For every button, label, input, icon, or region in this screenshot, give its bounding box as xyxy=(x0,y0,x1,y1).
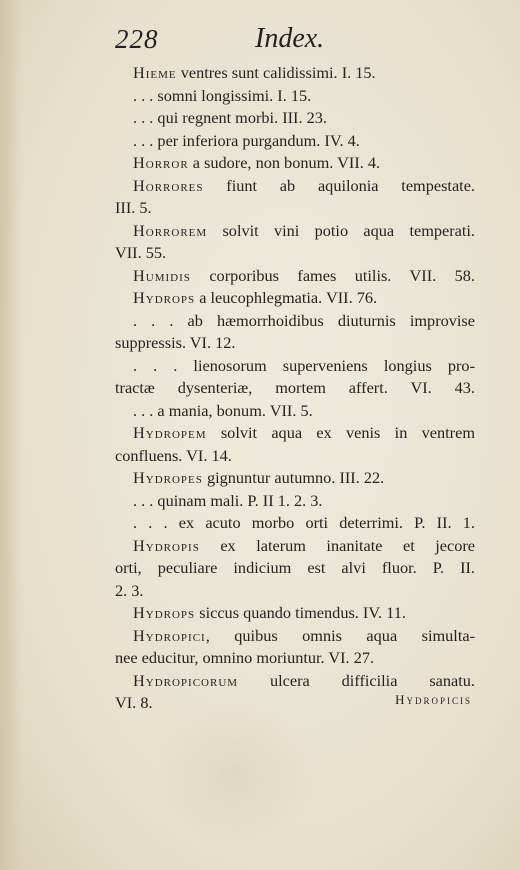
index-line xyxy=(115,107,475,130)
index-line xyxy=(115,377,475,400)
index-line-text: ex laterum inanitate et jecore xyxy=(199,535,475,555)
index-line-text: fiunt ab aquilonia tempestate. xyxy=(203,175,475,195)
index-line-text: III. 5. xyxy=(115,198,152,217)
index-line xyxy=(115,242,475,265)
index-line xyxy=(115,332,475,355)
index-headword: Hydropes xyxy=(133,468,203,487)
index-line xyxy=(115,220,475,243)
index-line xyxy=(115,467,475,490)
index-line-text: a leucophlegmatia. VII. 76. xyxy=(195,288,378,307)
index-line xyxy=(115,647,475,670)
index-line-text: gignuntur autumno. III. 22. xyxy=(202,468,385,487)
index-line xyxy=(115,265,475,288)
index-line-text: nee educitur, omnino moriuntur. VI. 27. xyxy=(115,648,375,667)
index-line-text: ventres sunt calidissimi. I. 15. xyxy=(176,63,376,82)
index-headword: Hieme xyxy=(133,63,177,82)
index-line-text: tractæ dysenteriæ, mortem affert. VI. 43. xyxy=(115,378,475,397)
index-headword: Hydrops xyxy=(133,603,196,622)
index-line-text: . . . ab hæmorrhoidibus diuturnis improvise xyxy=(133,310,475,330)
catchword: Hydropicis xyxy=(395,692,472,707)
index-line xyxy=(115,557,475,580)
index-line-text: . . . quinam mali. P. II 1. 2. 3. xyxy=(133,490,323,510)
index-line-text: . . . lienosorum superveniens longius pro- xyxy=(133,355,475,375)
index-line xyxy=(115,85,475,108)
index-line xyxy=(115,670,475,693)
index-line xyxy=(115,445,475,468)
index-headword: Hydrops xyxy=(133,288,196,307)
index-line xyxy=(115,580,475,603)
index-line-text: , quibus omnis aqua simulta- xyxy=(205,625,475,645)
index-headword: Hydropis xyxy=(133,535,200,555)
index-line xyxy=(115,287,475,310)
index-line xyxy=(115,602,475,625)
index-line-text: . . . qui regnent morbi. III. 23. xyxy=(133,108,327,127)
index-headword: Humidis xyxy=(133,265,191,285)
index-line xyxy=(115,310,475,333)
index-headword: Horror xyxy=(133,153,189,172)
index-line xyxy=(115,625,475,648)
index-line-text: confluens. VI. 14. xyxy=(115,445,232,465)
index-line-text: siccus quando timendus. IV. 11. xyxy=(195,603,406,622)
index-line xyxy=(115,152,475,175)
ink-bleed-through xyxy=(155,700,315,850)
index-line xyxy=(115,197,475,220)
index-line-text: orti, peculiare indicium est alvi fluor. P. II. xyxy=(115,558,475,577)
index-line-text: ulcera difficilia sanatu. xyxy=(238,670,475,690)
index-line-text: solvit aqua ex venis in ventrem xyxy=(206,423,475,442)
index-line xyxy=(115,175,475,198)
index-line-text: suppressis. VI. 12. xyxy=(115,333,236,352)
index-headword: Horrorem xyxy=(133,220,208,240)
page-header xyxy=(115,22,475,56)
index-line xyxy=(115,512,475,535)
page-gutter-shadow xyxy=(0,0,22,870)
index-line-text: . . . ex acuto morbo orti deterrimi. P. II. 1. xyxy=(133,513,475,532)
index-line xyxy=(115,355,475,378)
index-line-text: a sudore, non bonum. VII. 4. xyxy=(188,153,381,172)
index-entries xyxy=(115,62,475,715)
index-line xyxy=(115,535,475,558)
index-line-text: VI. 8. xyxy=(115,693,153,712)
index-line-text: solvit vini potio aqua temperati. xyxy=(207,220,475,240)
index-headword: Hydropicorum xyxy=(133,670,239,690)
index-line xyxy=(115,422,475,445)
index-line xyxy=(115,130,475,153)
page-number: 228 xyxy=(115,24,159,54)
index-line-text: VII. 55. xyxy=(115,243,167,262)
index-line-text: . . . a mania, bonum. VII. 5. xyxy=(133,400,313,420)
index-headword: Hydropem xyxy=(133,423,207,442)
index-line xyxy=(115,490,475,513)
index-line-text: corporibus fames utilis. VII. 58. xyxy=(190,265,475,285)
index-line-text: . . . per inferiora purgandum. IV. 4. xyxy=(133,130,360,150)
index-line xyxy=(115,400,475,423)
index-headword: Horrores xyxy=(133,175,204,195)
running-title: Index. xyxy=(255,23,325,54)
index-headword: Hydropici xyxy=(133,625,206,645)
index-line xyxy=(115,62,475,85)
index-line-text: 2. 3. xyxy=(115,580,144,600)
index-line-text: . . . somni longissimi. I. 15. xyxy=(133,85,312,105)
